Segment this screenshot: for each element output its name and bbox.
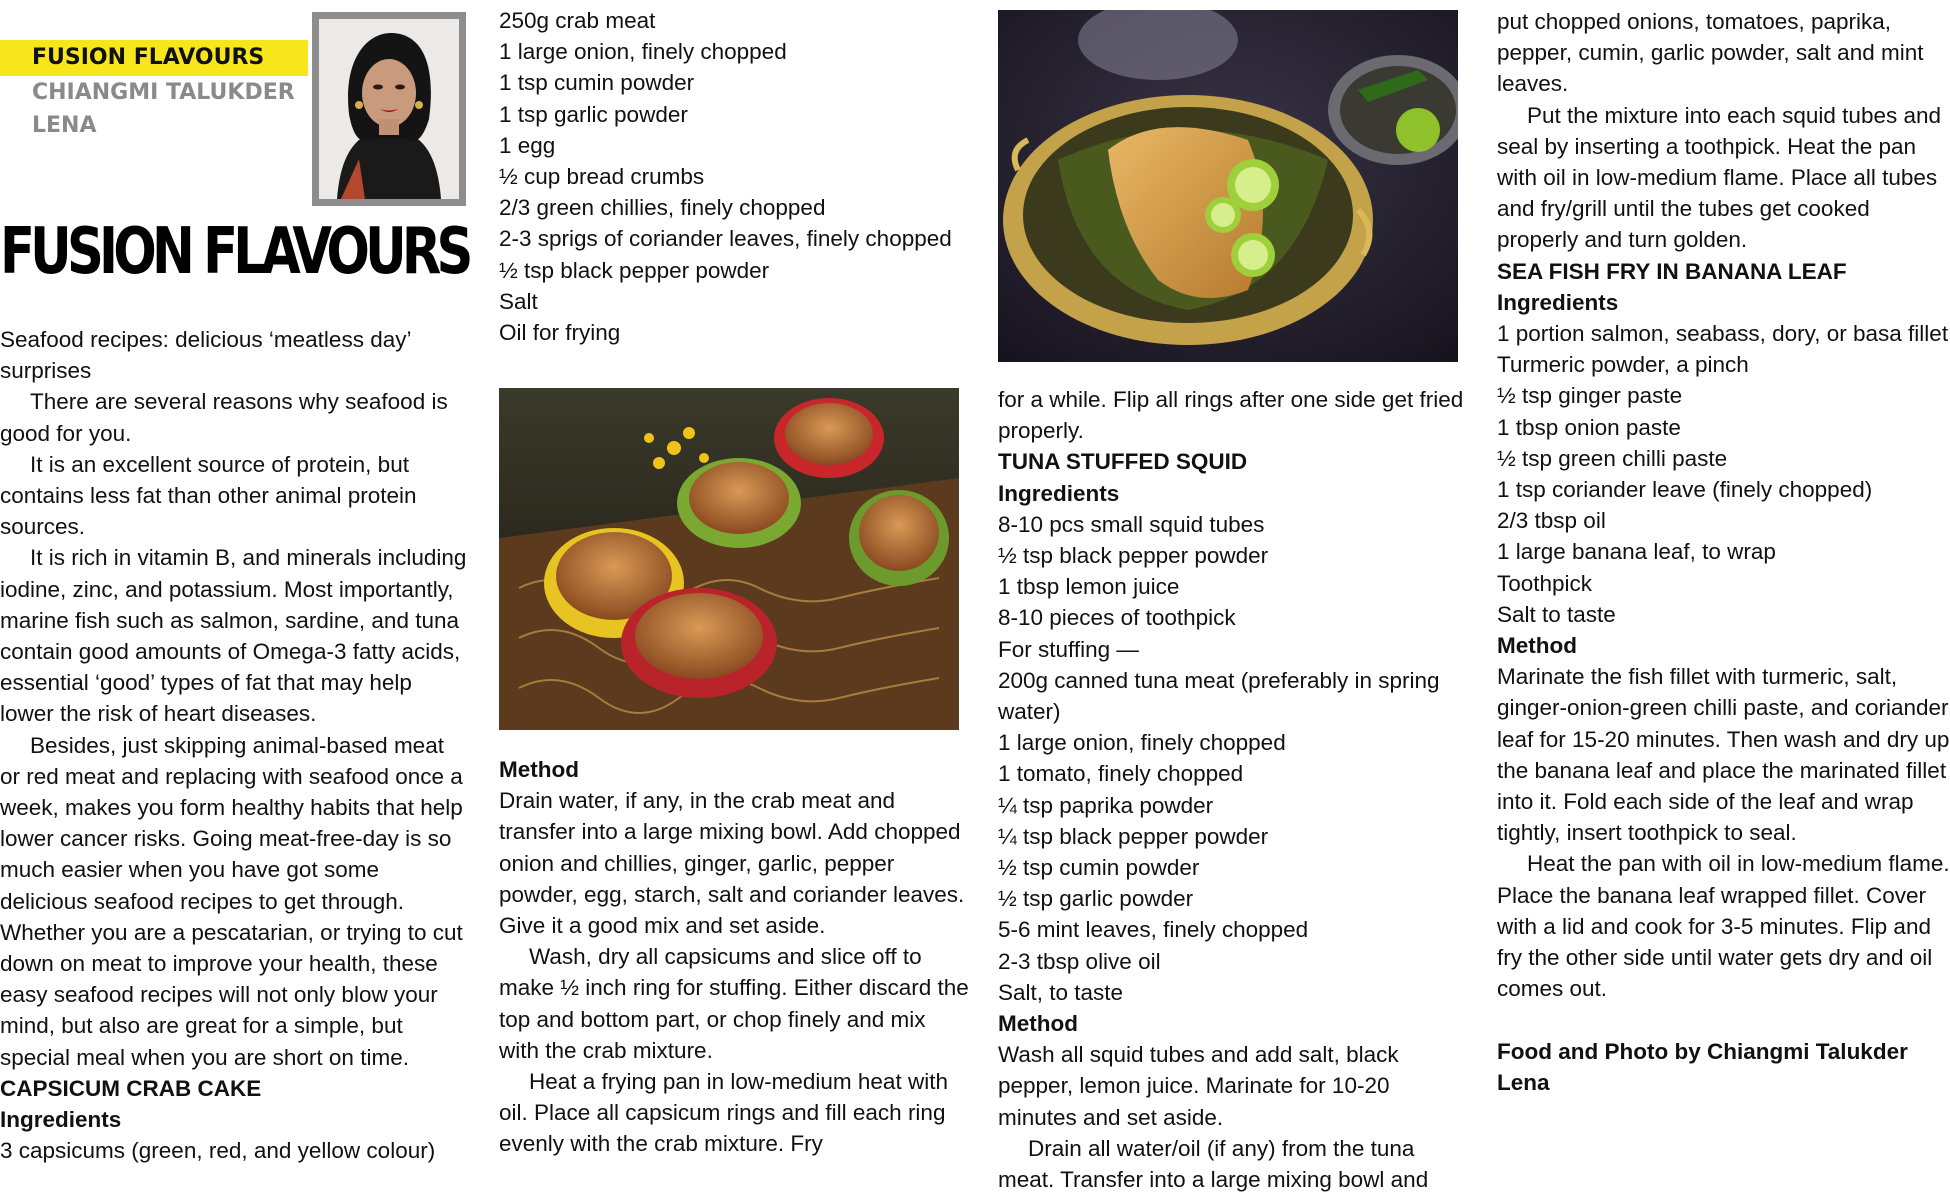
ingredient-item: 1 tsp coriander leave (finely chopped) [1497,477,1873,503]
ingredients-label: Ingredients [0,1107,122,1133]
ingredient-item: 1 egg [499,132,556,158]
ingredient-item: 1 large onion, finely chopped [499,39,787,65]
spacer [1497,1005,1950,1036]
ingredient-item: 8-10 pcs small squid tubes [998,511,1265,537]
column-4 [1497,6,1950,1098]
method-paragraph: Drain all water/oil (if any) from the tuna meat. Transfer into a large mixing bowl and [998,1135,1429,1193]
author-byline [32,76,295,142]
ingredient-item: For stuffing — [998,636,1139,662]
column-2-bottom [499,754,969,1160]
ingredient-item: ¼ tsp paprika powder [998,792,1214,818]
ingredient-item: ¼ tsp black pepper powder [998,823,1269,849]
ingredient-item: Salt, to taste [998,979,1124,1005]
section-kicker: FUSION FLAVOURS [0,40,308,76]
ingredient-item: 3 capsicums (green, red, and yellow colour) [0,1138,436,1164]
fish-in-banana-leaf-photo [998,10,1458,362]
ingredients-label: Ingredients [1497,289,1619,315]
ingredient-item: 1 large onion, finely chopped [998,730,1286,756]
intro-subhead: Seafood recipes: delicious ‘meatless day’ surprises [0,327,411,384]
ingredient-item: Turmeric powder, a pinch [1497,352,1749,378]
recipe-heading: SEA FISH FRY IN BANANA LEAF [1497,258,1847,284]
recipe-heading: TUNA STUFFED SQUID [998,449,1248,475]
ingredient-item: ½ tsp cumin powder [998,855,1200,881]
ingredient-item: ½ tsp garlic powder [998,886,1194,912]
method-paragraph: Put the mixture into each squid tubes and seal by inserting a toothpick. Heat the pan with oil in low-medium flame. Place all tubes and fry/grill until the tubes get cooked properly and turn golden. [1497,102,1942,253]
method-paragraph: put chopped onions, tomatoes, paprika, pepper, cumin, garlic powder, salt and mint leaves. [1497,9,1924,97]
method-label: Method [998,1011,1078,1037]
ingredient-item: 5-6 mint leaves, finely chopped [998,917,1309,943]
ingredient-item: ½ tsp ginger paste [1497,383,1683,409]
ingredient-item: ½ tsp green chilli paste [1497,445,1728,471]
method-paragraph: Drain water, if any, in the crab meat and transfer into a large mixing bowl. Add chopped onion and chillies, ginger, garlic, pepper powder, egg, starch, salt and coriander leaves. Give it a good mix and set aside. [499,788,965,939]
ingredient-item: 1 tsp garlic powder [499,101,688,127]
ingredient-item: Toothpick [1497,570,1593,596]
ingredient-item: 1 tbsp onion paste [1497,414,1681,440]
body-paragraph: There are several reasons why seafood is good for you. [0,389,448,446]
ingredient-item: 8-10 pieces of toothpick [998,605,1236,631]
author-portrait [312,12,466,206]
ingredients-label: Ingredients [998,480,1120,506]
ingredient-item: 1 tsp cumin powder [499,70,695,96]
body-paragraph: Besides, just skipping animal-based meat or red meat and replacing with seafood once a week, makes you form healthy habits that help lower cancer risks. Going meat-free-day is so much easier when you have got some delicious seafood recipes to get through. Whether you are a pescatarian, or trying to cut down on meat to improve your health, these easy seafood recipes will not only blow your mind, but also are great for a simple, but special meal when you are short on time. [0,732,463,1070]
ingredient-item: ½ tsp black pepper powder [998,543,1269,569]
ingredient-item: 1 tbsp lemon juice [998,574,1180,600]
column-1 [0,324,470,1166]
method-paragraph: Wash all squid tubes and add salt, black pepper, lemon juice. Marinate for 10-20 minutes and set aside. [998,1042,1399,1130]
method-paragraph: Marinate the fish fillet with turmeric, salt, ginger-onion-green chilli paste, and coriander leaf for 15-20 minutes. Then wash and dry up the banana leaf and place the marinated fillet into it. Fold each side of the leaf and wrap tightly, insert toothpick to seal. [1497,664,1950,846]
method-label: Method [499,757,579,782]
recipe-heading: CAPSICUM CRAB CAKE [0,1075,262,1101]
ingredient-item: 1 portion salmon, seabass, dory, or basa fillet [1497,321,1949,347]
method-paragraph: Heat a frying pan in low-medium heat with oil. Place all capsicum rings and fill each ring evenly with the crab mixture. Fry [499,1069,948,1157]
ingredient-item: 1 tomato, finely chopped [998,761,1244,787]
body-paragraph: It is rich in vitamin B, and minerals including iodine, zinc, and potassium. Most importantly, marine fish such as salmon, sardine, and tuna contain good amounts of Omega-3 fatty acids, essential ‘good’ types of fat that may help lower the risk of heart diseases. [0,545,467,727]
ingredient-item: 2-3 tbsp olive oil [998,948,1161,974]
column-2-top [499,5,969,348]
photo-credit: Food and Photo by Chiangmi Talukder Lena [1497,1038,1908,1095]
column-3 [998,384,1468,1195]
capsicum-crab-cake-photo [499,388,959,730]
ingredient-item: ½ cup bread crumbs [499,164,705,190]
ingredient-item: 2-3 sprigs of coriander leaves, finely chopped [499,226,952,252]
ingredient-item: 1 large banana leaf, to wrap [1497,539,1776,565]
author-name-line1: CHIANGMI TALUKDER [32,80,295,105]
ingredient-item: 250g crab meat [499,8,656,33]
ingredient-item: 200g canned tuna meat (preferably in spring water) [998,667,1440,725]
ingredient-item: 2/3 tbsp oil [1497,508,1606,534]
method-label: Method [1497,633,1577,659]
ingredient-item: 2/3 green chillies, finely chopped [499,195,826,221]
ingredient-item: Oil for frying [499,320,621,346]
body-paragraph: It is an excellent source of protein, but contains less fat than other animal protein sources. [0,451,417,540]
page-title: FUSION FLAVOURS [0,215,469,289]
ingredient-item: Salt to taste [1497,601,1616,627]
method-paragraph: for a while. Flip all rings after one side get fried properly. [998,387,1464,444]
ingredient-item: Salt [499,288,538,314]
method-paragraph: Wash, dry all capsicums and slice off to make ½ inch ring for stuffing. Either discard the top and bottom part, or chop finely and mix with the crab mixture. [499,944,969,1063]
ingredient-item: ½ tsp black pepper powder [499,257,770,283]
method-paragraph: Heat the pan with oil in low-medium flame. Place the banana leaf wrapped fillet. Cover with a lid and cook for 3-5 minutes. Flip and fry the other side until water gets dry and oil comes out. [1497,851,1950,1002]
author-name-line2: LENA [32,113,97,138]
